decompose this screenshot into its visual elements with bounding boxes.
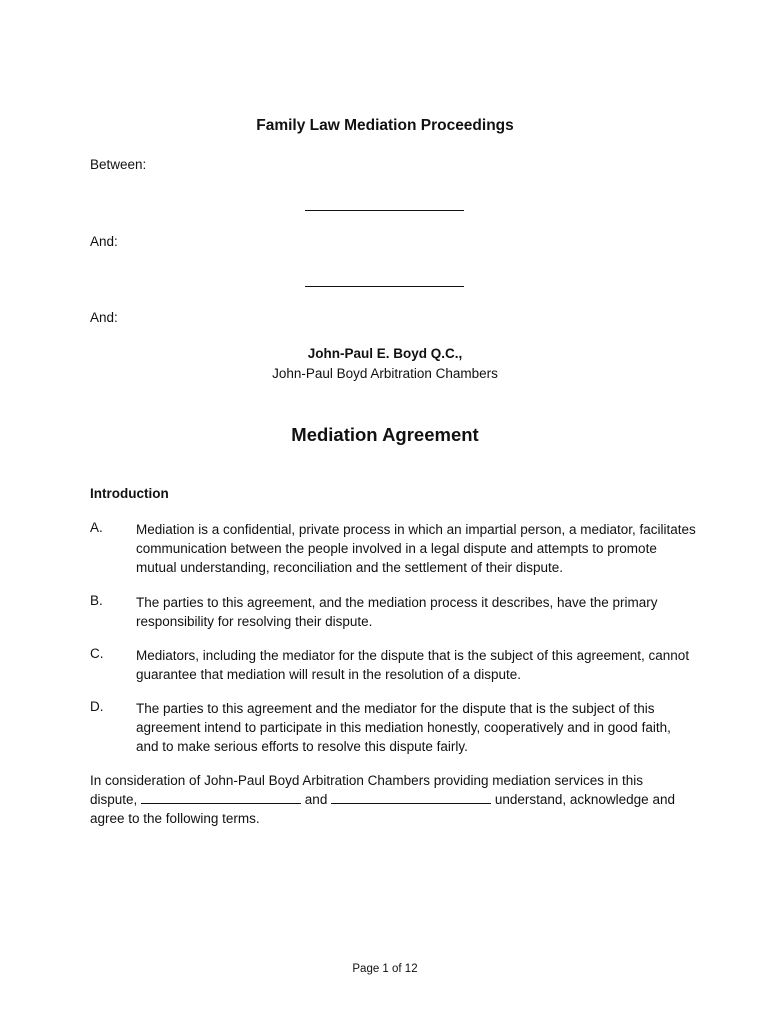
and-label-2: And: bbox=[90, 310, 118, 325]
party-name-blank-2 bbox=[331, 791, 491, 804]
agreement-heading: Mediation Agreement bbox=[291, 424, 479, 445]
consideration-text-1: In consideration of John-Paul Boyd Arbitration Chambers providing mediation services in this dispute, bbox=[90, 773, 644, 807]
party-two-blank bbox=[305, 286, 464, 287]
clause-letter: D. bbox=[90, 699, 104, 714]
and-label-1: And: bbox=[90, 234, 118, 249]
clause-letter: A. bbox=[90, 520, 103, 535]
between-label: Between: bbox=[90, 157, 147, 172]
mediator-organization: John-Paul Boyd Arbitration Chambers bbox=[272, 366, 498, 381]
clause-letter: C. bbox=[90, 646, 104, 661]
party-name-blank-1 bbox=[141, 791, 301, 804]
clause-text: The parties to this agreement and the mediator for the dispute that is the subject of this agreement intend to participate in this mediation honestly, cooperatively and in good faith, and to make serious efforts to resolve this dispute fairly. bbox=[136, 701, 671, 754]
consideration-text-2: and bbox=[301, 792, 332, 807]
clause-text: Mediators, including the mediator for the dispute that is the subject of this agreement, cannot guarantee that mediation will result in the resolution of a dispute. bbox=[136, 648, 690, 682]
page-number: Page 1 of 12 bbox=[352, 963, 418, 975]
mediator-name: John-Paul E. Boyd Q.C., bbox=[307, 346, 463, 361]
consideration-text-3: understand, acknowledge and agree to the following terms. bbox=[90, 792, 675, 826]
party-one-blank bbox=[305, 210, 464, 211]
clause-text: Mediation is a confidential, private process in which an impartial person, a mediator, facilitates communication between the people involved in a legal dispute and attempts to promote mutual understanding, reconciliation and the settlement of their dispute. bbox=[136, 522, 696, 575]
document-title: Family Law Mediation Proceedings bbox=[256, 117, 514, 134]
clause-text: The parties to this agreement, and the mediation process it describes, have the primary responsibility for resolving their dispute. bbox=[136, 595, 658, 629]
consideration-paragraph bbox=[90, 771, 690, 828]
introduction-heading: Introduction bbox=[90, 486, 169, 501]
clause-letter: B. bbox=[90, 593, 103, 608]
